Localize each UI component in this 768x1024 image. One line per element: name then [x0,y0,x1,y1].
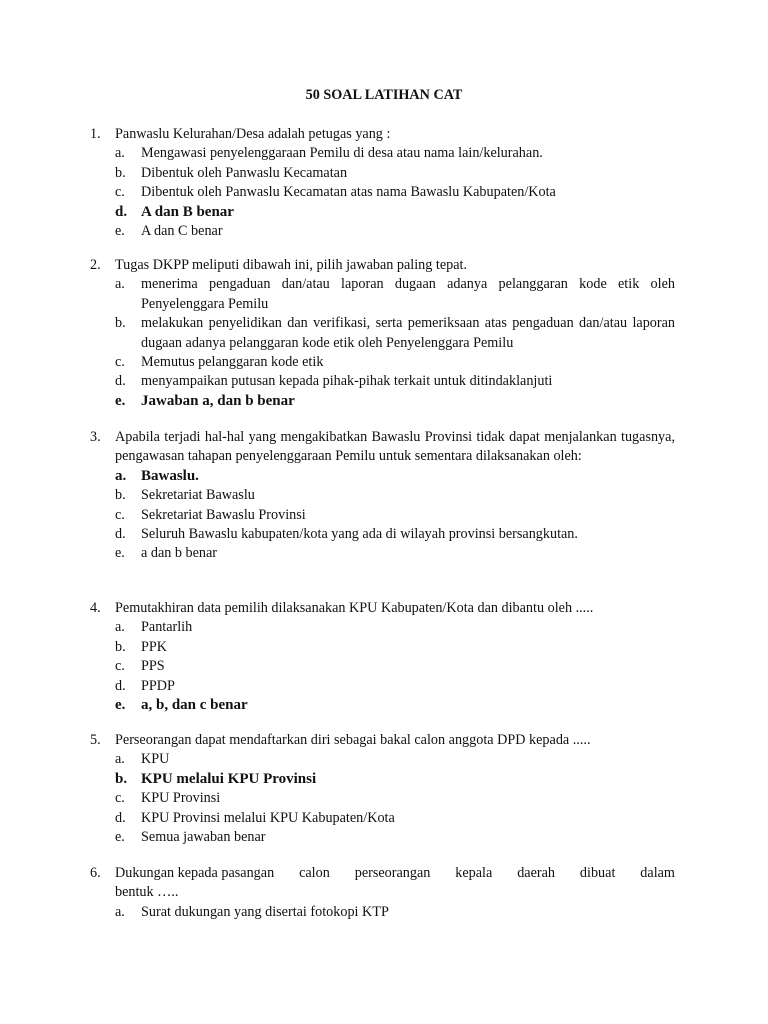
option-c: c. Sekretariat Bawaslu Provinsi [115,506,306,523]
question-3 [90,428,675,564]
option-b: b. Dibentuk oleh Panwaslu Kecamatan [115,164,348,181]
option-a: a. Pantarlih [115,619,193,636]
option-e: e. A dan C benar [115,223,223,240]
option-a: a. KPU [115,751,170,768]
document-title: 50 SOAL LATIHAN CAT [305,87,463,103]
question-5 [90,731,675,847]
option-e-correct: e. Jawaban a, dan b benar [115,392,295,409]
option-d-correct: d. A dan B benar [115,203,234,220]
question-number: 2. [90,257,101,273]
option-a: a. Mengawasi penyelenggaraan Pemilu di desa atau nama lain/kelurahan. [115,145,543,162]
options-list [115,467,675,564]
question-text: Apabila terjadi hal-hal yang mengakibatkan Bawaslu Provinsi tidak dapat menjalankan tugasnya, pengawasan tahapan penyelenggaraan Pemilu untuk sementara dilaksanakan oleh: [115,429,675,465]
question-text-continued: bentuk ….. [115,884,179,901]
option-b: b. melakukan penyelidikan dan verifikasi, serta pemeriksaan atas pengaduan dan/atau laporan dugaan adanya pelanggaran kode etik oleh Penyelenggara Pemilu [115,315,675,351]
question-number: 6. [90,865,101,881]
question-6 [90,864,675,922]
option-e-correct: e. a, b, dan c benar [115,697,248,714]
question-text: Perseorangan dapat mendaftarkan diri sebagai bakal calon anggota DPD kepada ..... [115,732,591,748]
option-b: b. PPK [115,638,168,655]
option-c: c. Memutus pelanggaran kode etik [115,354,324,371]
question-number: 3. [90,429,101,445]
question-text: Tugas DKPP meliputi dibawah ini, pilih jawaban paling tepat. [115,257,468,273]
option-c: c. PPS [115,658,165,675]
question-text: Pemutakhiran data pemilih dilaksanakan KPU Kabupaten/Kota dan dibantu oleh ..... [115,600,594,616]
option-c: c. Dibentuk oleh Panwaslu Kecamatan atas nama Bawaslu Kabupaten/Kota [115,184,556,201]
question-number: 4. [90,600,101,616]
option-a: a. Surat dukungan yang disertai fotokopi KTP [115,903,389,920]
question-4 [90,599,675,715]
option-e: e. a dan b benar [115,545,218,562]
question-text-line: Dukungan kepada pasangan calon perseorangan kepala daerah dibuat dalam [115,865,675,881]
options-list [115,144,675,241]
option-b-correct: b. KPU melalui KPU Provinsi [115,770,317,787]
question-number: 5. [90,732,101,748]
question-text: Panwaslu Kelurahan/Desa adalah petugas yang : [115,126,391,142]
option-c: c. KPU Provinsi [115,790,221,807]
option-d: d. menyampaikan putusan kepada pihak-pihak terkait untuk ditindaklanjuti [115,373,553,390]
options-list [115,618,675,715]
options-list [115,275,675,411]
question-number: 1. [90,126,101,142]
option-d: d. Seluruh Bawaslu kabupaten/kota yang ada di wilayah provinsi bersangkutan. [115,526,578,543]
option-a: a. menerima pengaduan dan/atau laporan dugaan adanya pelanggaran kode etik oleh Penyelenggara Pemilu [115,276,675,312]
option-e: e. Semua jawaban benar [115,829,266,846]
option-d: d. KPU Provinsi melalui KPU Kabupaten/Kota [115,809,395,826]
options-list [115,903,675,922]
option-d: d. PPDP [115,677,175,694]
options-list [115,750,675,847]
question-2 [90,256,675,411]
option-a-correct: a. Bawaslu. [115,467,199,484]
question-1 [90,125,675,241]
option-b: b. Sekretariat Bawaslu [115,487,255,504]
